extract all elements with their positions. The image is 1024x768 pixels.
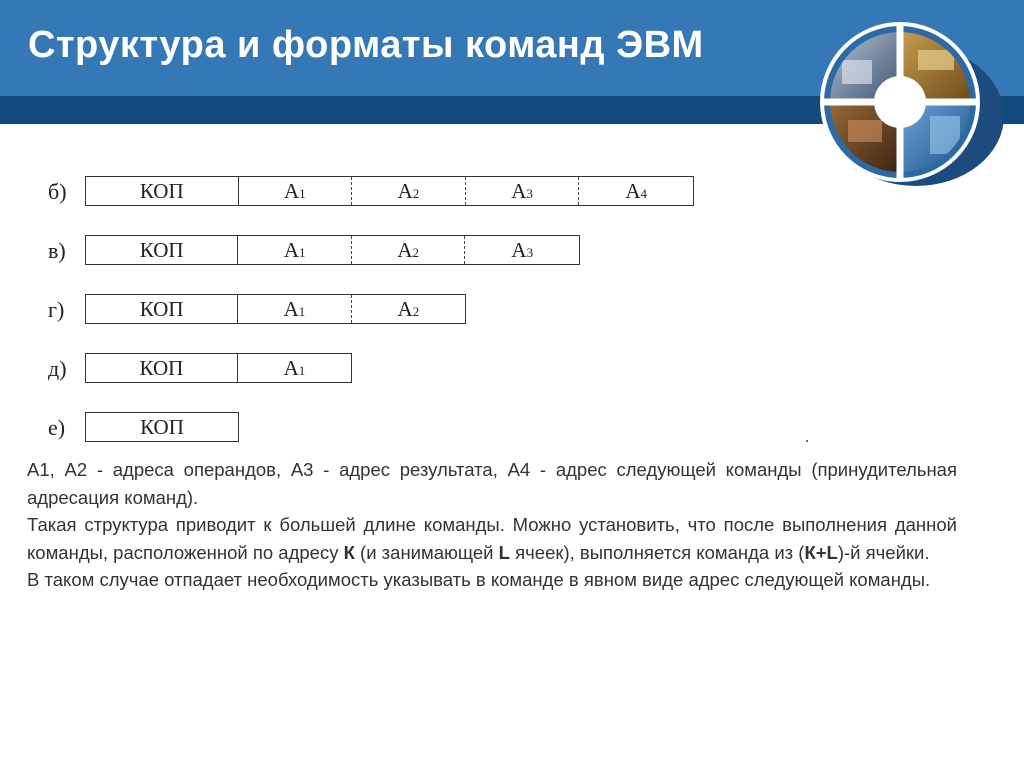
address-cell: А $_3$ [511, 237, 534, 262]
bold-k: К [343, 541, 355, 563]
paragraph-addresses: А1, А2 - адреса операндов, А3 - адрес результата, А4 - адрес следующей команды (принудительная адресация команд). [27, 459, 957, 508]
address-cell: А $_2$ [352, 177, 466, 205]
address-cell: А $_1$ [283, 355, 306, 380]
address-cell: А $_1$ [238, 295, 351, 323]
paragraph-conclusion: В таком случае отпадает необходимость указывать в команде в явном виде адрес следующей команды. [27, 569, 931, 590]
opcode-cell: КОП [86, 295, 238, 323]
format-label: г) [48, 297, 65, 322]
format-row-g [85, 294, 466, 324]
format-row-v [85, 235, 580, 265]
format-label: д) [48, 356, 67, 381]
opcode-cell: КОП [86, 236, 238, 264]
address-cell: А $_1$ [238, 236, 352, 264]
bold-l: L [498, 541, 510, 563]
bold-kl: К+L [804, 541, 838, 563]
format-label: в) [48, 238, 66, 263]
body-text [27, 456, 957, 594]
address-cell: А $_2$ [397, 296, 420, 321]
opcode-cell: КОП [86, 177, 239, 205]
format-row-d [85, 353, 352, 383]
address-cell: А $_2$ [352, 236, 466, 264]
address-cell: А $_1$ [239, 177, 353, 205]
format-label: е) [48, 415, 66, 440]
address-cell: А $_3$ [466, 177, 580, 205]
format-row-e [85, 412, 239, 442]
slide-title: Структура и форматы команд ЭВМ [28, 24, 704, 66]
format-label: б) [48, 179, 67, 204]
opcode-cell: КОП [140, 414, 184, 439]
opcode-cell: КОП [86, 354, 238, 382]
format-row-b [85, 176, 694, 206]
address-cell: А $_4$ [625, 178, 648, 203]
stray-dot [806, 440, 808, 442]
paragraph-structure: Такая структура приводит к большей длине команды. Можно установить, что после выполнения данной команды, расположенной по адресу К (и занимающей L ячеек), выполняется команда из (К+L)-й ячейки. [27, 514, 957, 563]
